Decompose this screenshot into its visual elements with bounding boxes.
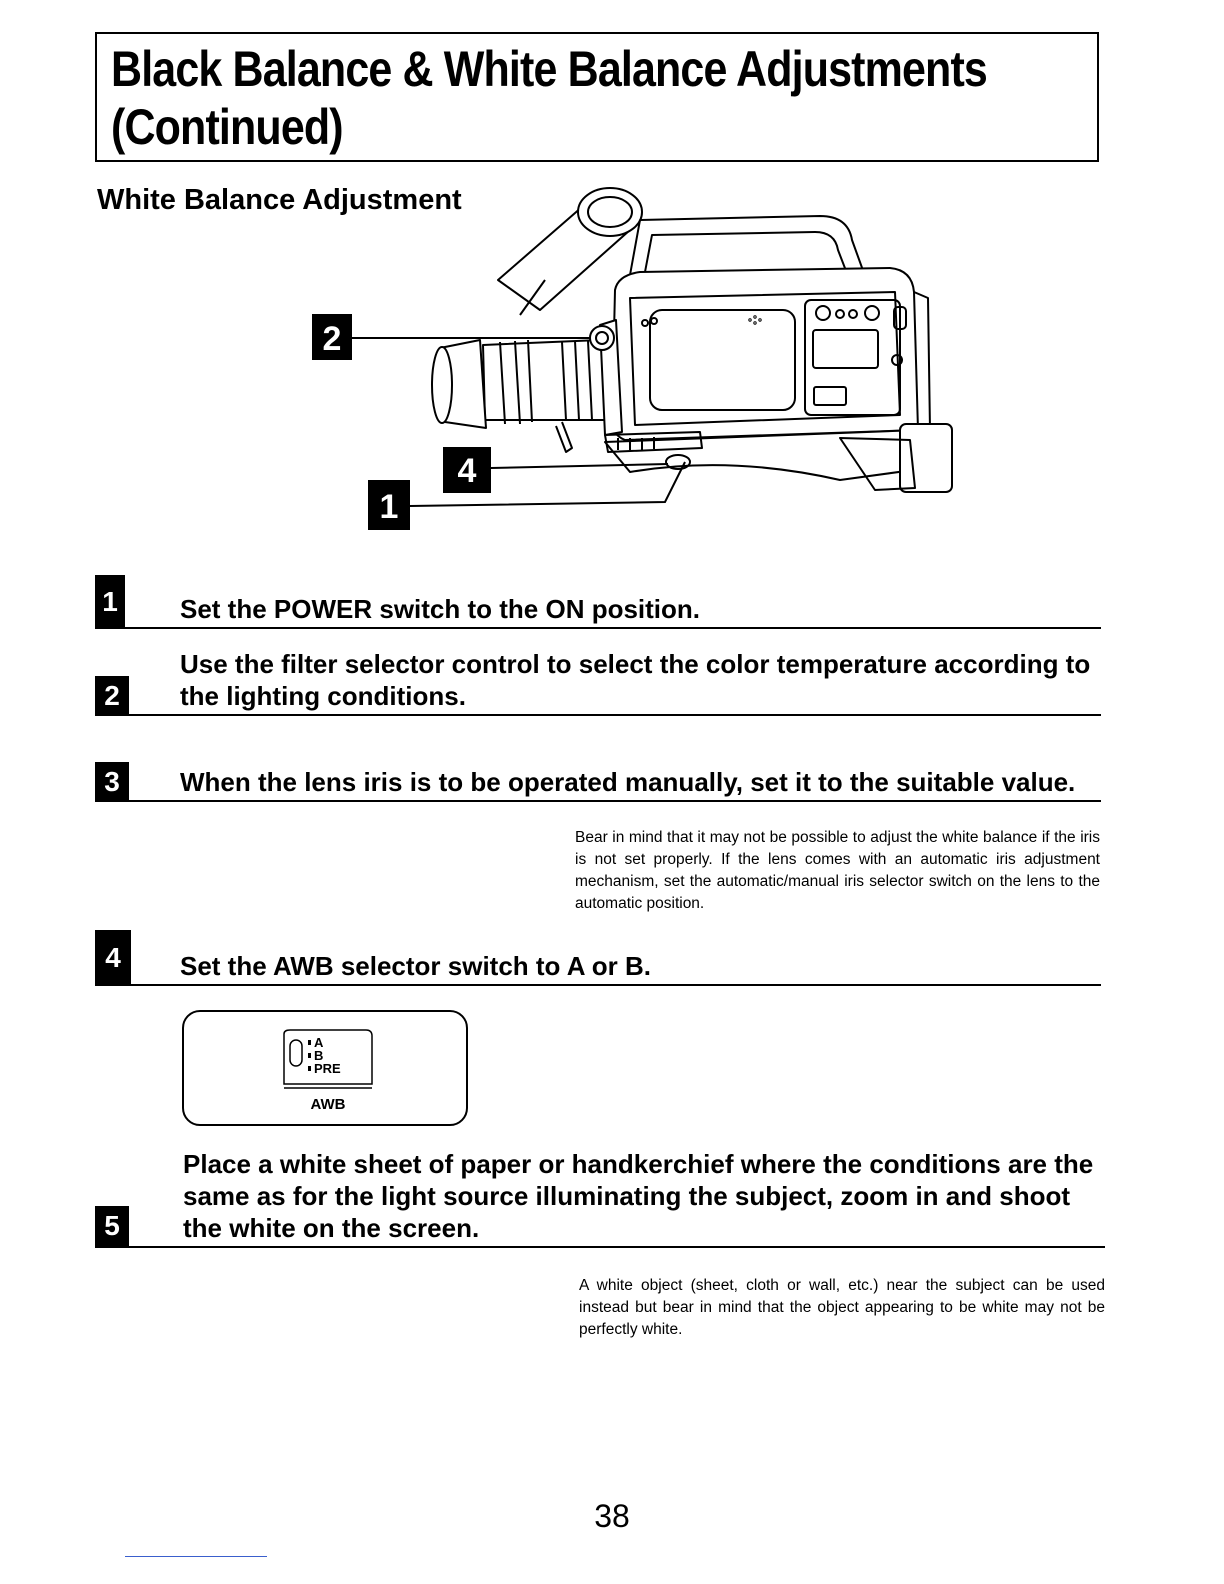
awb-indicator-a [308,1040,311,1045]
awb-switch-diagram [182,1010,468,1126]
callout-1-label: 1 [379,488,399,526]
awb-position-pre: PRE [314,1061,341,1076]
step-4-text: Set the AWB selector switch to A or B. [180,951,651,981]
step-1 [95,575,1101,629]
step-2-badge: 2 [95,676,129,716]
step-3-badge: 3 [95,762,129,802]
step-3-text: When the lens iris is to be operated manually, set it to the suitable value. [180,767,1076,797]
step-5-badge: 5 [95,1206,129,1248]
page-title: Black Balance & White Balance Adjustments (Continued) [111,41,987,155]
awb-label: AWB [310,1096,346,1113]
footer-line [125,1556,267,1557]
awb-indicator-pre [308,1066,311,1071]
step-1-text: Set the POWER switch to the ON position. [180,594,701,624]
awb-position-b: B [314,1048,324,1063]
step-1-rule [95,627,1101,629]
camcorder-illustration [300,180,970,540]
step-5-rule [95,1246,1105,1248]
step-3-rule [95,800,1101,802]
step-4-badge: 4 [95,930,131,986]
step-4-rule [95,984,1101,986]
section-heading: White Balance Adjustment [97,184,462,216]
step-3 [95,744,1101,802]
step-1-badge: 1 [95,575,125,629]
step-2 [95,649,1101,716]
step-5-note: A white object (sheet, cloth or wall, etc.) near the subject can be used instead but bear in mind that the object appearing to be white may not be perfectly white. [579,1277,1105,1338]
awb-indicator-b [308,1053,311,1058]
awb-position-a: A [314,1035,324,1050]
step-4 [95,930,1101,986]
title-box [95,32,1099,162]
step-5 [95,1150,1105,1248]
step-5-text: Place a white sheet of paper or handkerchief where the conditions are the same as for the light source illuminating the subject, zoom in and shoot the white on the screen. [183,1149,1094,1243]
step-2-text: Use the filter selector control to select the color temperature according to the lighting conditions. [180,649,1091,711]
callout-2-label: 2 [322,320,342,358]
page-number: 38 [594,1498,630,1534]
callout-4-label: 4 [457,452,477,490]
step-2-rule [95,714,1101,716]
step-3-note: Bear in mind that it may not be possible to adjust the white balance if the iris is not set properly. If the lens comes with an automatic iris adjustment mechanism, set the automatic/manual iris selector switch on the lens to the automatic position. [575,829,1100,912]
